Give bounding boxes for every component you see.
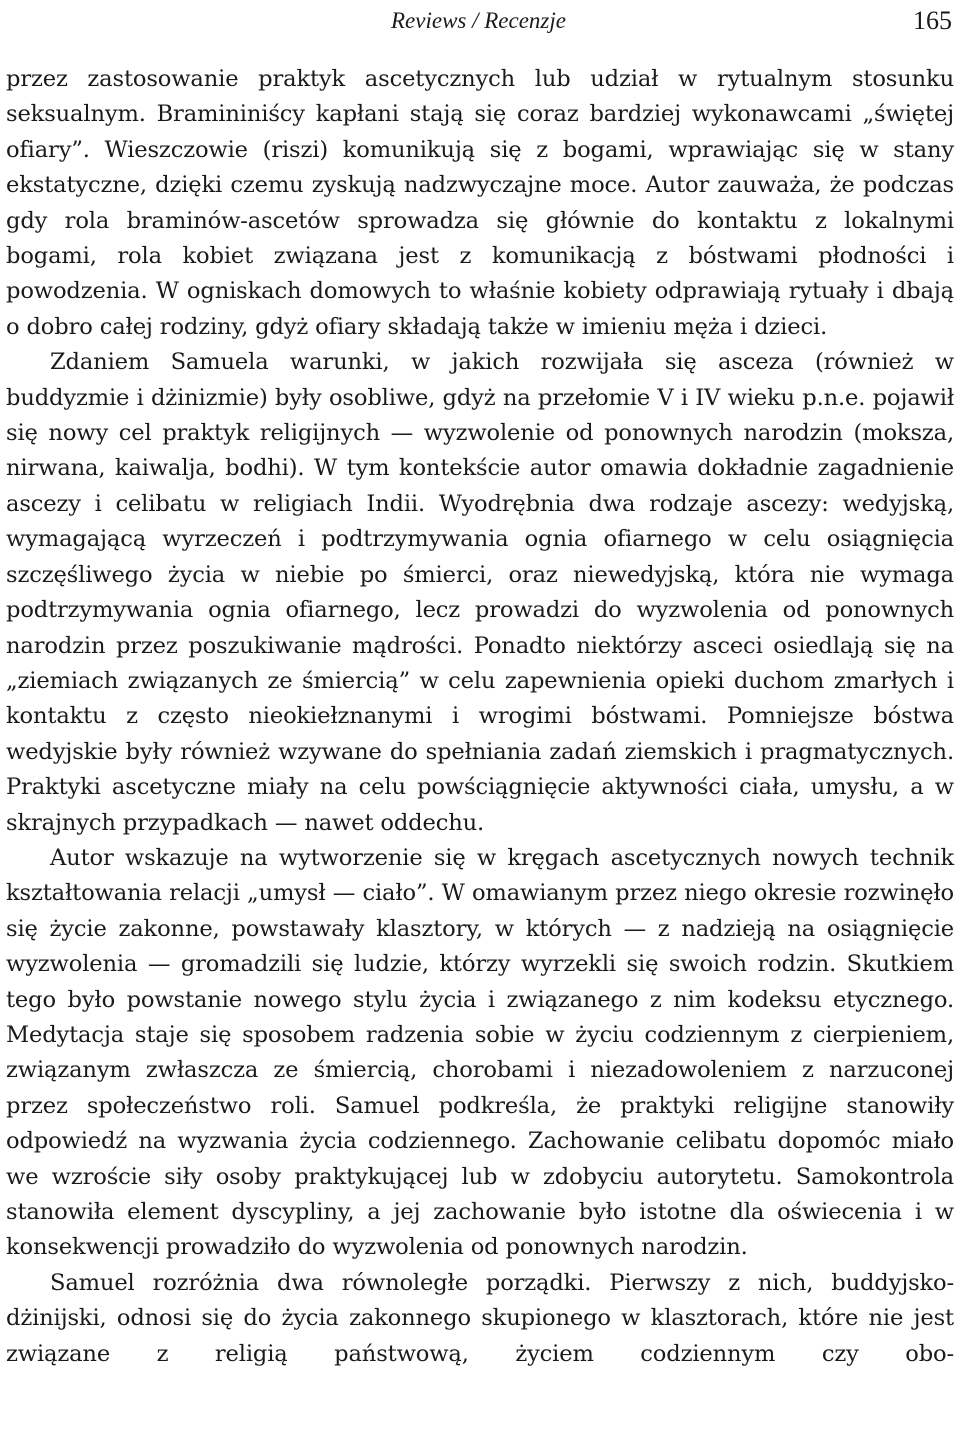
- running-header: [6, 4, 952, 38]
- paragraph: Autor wskazuje na wytworzenie się w kręgach ascetycznych nowych technik kształtowania relacji „umysł — ciało”. W omawianym przez niego okresie rozwinęło się życie zakonne, powstawały klasztory, w których — z nadzieją na osiągnięcie wyzwolenia — gromadzili się ludzie, którzy wyrzekli się swoich rodzin. Skutkiem tego było powstanie nowego stylu życia i związanego z nim kodeksu etycznego. Medytacja staje się sposobem radzenia sobie w życiu codziennym z cierpieniem, związanym zwłaszcza ze śmiercią, chorobami i niezadowoleniem z narzuconej przez społeczeństwo roli. Samuel podkreśla, że praktyki religijne stanowiły odpowiedź na wyzwania życia codziennego. Zachowanie celibatu dopomóc miało we wzroście siły osoby praktykującej lub w zdobyciu autorytetu. Samokontrola stanowiła element dyscypliny, a jej zachowanie było istotne dla oświecenia i w konsekwencji prowadziło do wyzwolenia od ponownych narodzin.: [6, 844, 954, 1261]
- paragraph: przez zastosowanie praktyk ascetycznych lub udział w rytualnym stosunku seksualnym. Bramininiścy kapłani stają się coraz bardziej wykonawcami „świętej ofiary”. Wieszczowie (riszi) komunikują się z bogami, wprawiając się w stany ekstatyczne, dzięki czemu zyskują nadzwyczajne moce. Autor zauważa, że podczas gdy rola braminów-ascetów sprowadza się głównie do kontaktu z lokalnymi bogami, rola kobiet związana jest z komunikacją z bóstwami płodności i powodzenia. W ogniskach domowych to właśnie kobiety odprawiają rytuały i dbają o dobro całej rodziny, gdyż ofiary składają także w imieniu męża i dzieci.: [6, 66, 954, 340]
- header-title: Reviews / Recenzje: [391, 8, 566, 33]
- paragraph: Samuel rozróżnia dwa równoległe porządki. Pierwszy z nich, buddyjsko-dżinijski, odnosi się do życia zakonnego skupionego w klasztorach, które nie jest związane z religią państwową, życiem codziennym czy obo-: [6, 1269, 954, 1367]
- paragraph: Zdaniem Samuela warunki, w jakich rozwijała się asceza (również w buddyzmie i dżinizmie) były osobliwe, gdyż na przełomie V i IV wieku p.n.e. pojawił się nowy cel praktyk religijnych — wyzwolenie od ponownych narodzin (moksza, nirwana, kaiwalja, bodhi). W tym kontekście autor omawia dokładnie zagadnienie ascezy i celibatu w religiach Indii. Wyodrębnia dwa rodzaje ascezy: wedyjską, wymagającą wyrzeczeń i podtrzymywania ognia ofiarnego w celu osiągnięcia szczęśliwego życia w niebie po śmierci, oraz niewedyjską, która nie wymaga podtrzymywania ognia ofiarnego, lecz prowadzi do wyzwolenia od ponownych narodzin przez poszukiwanie mądrości. Ponadto niektórzy asceci osiedlają się na „ziemiach związanych ze śmiercią” w celu zapewnienia opieki duchom zmarłych i kontaktu z często nieokiełznanymi i wrogimi bóstwami. Pomniejsze bóstwa wedyjskie były również wzywane do spełniania zadań ziemskich i pragmatycznych. Praktyki ascetyczne miały na celu powściągnięcie aktywności ciała, umysłu, a w skrajnych przypadkach — nawet oddechu.: [6, 349, 954, 836]
- page-number: 165: [913, 6, 952, 35]
- body-text: [6, 62, 954, 1372]
